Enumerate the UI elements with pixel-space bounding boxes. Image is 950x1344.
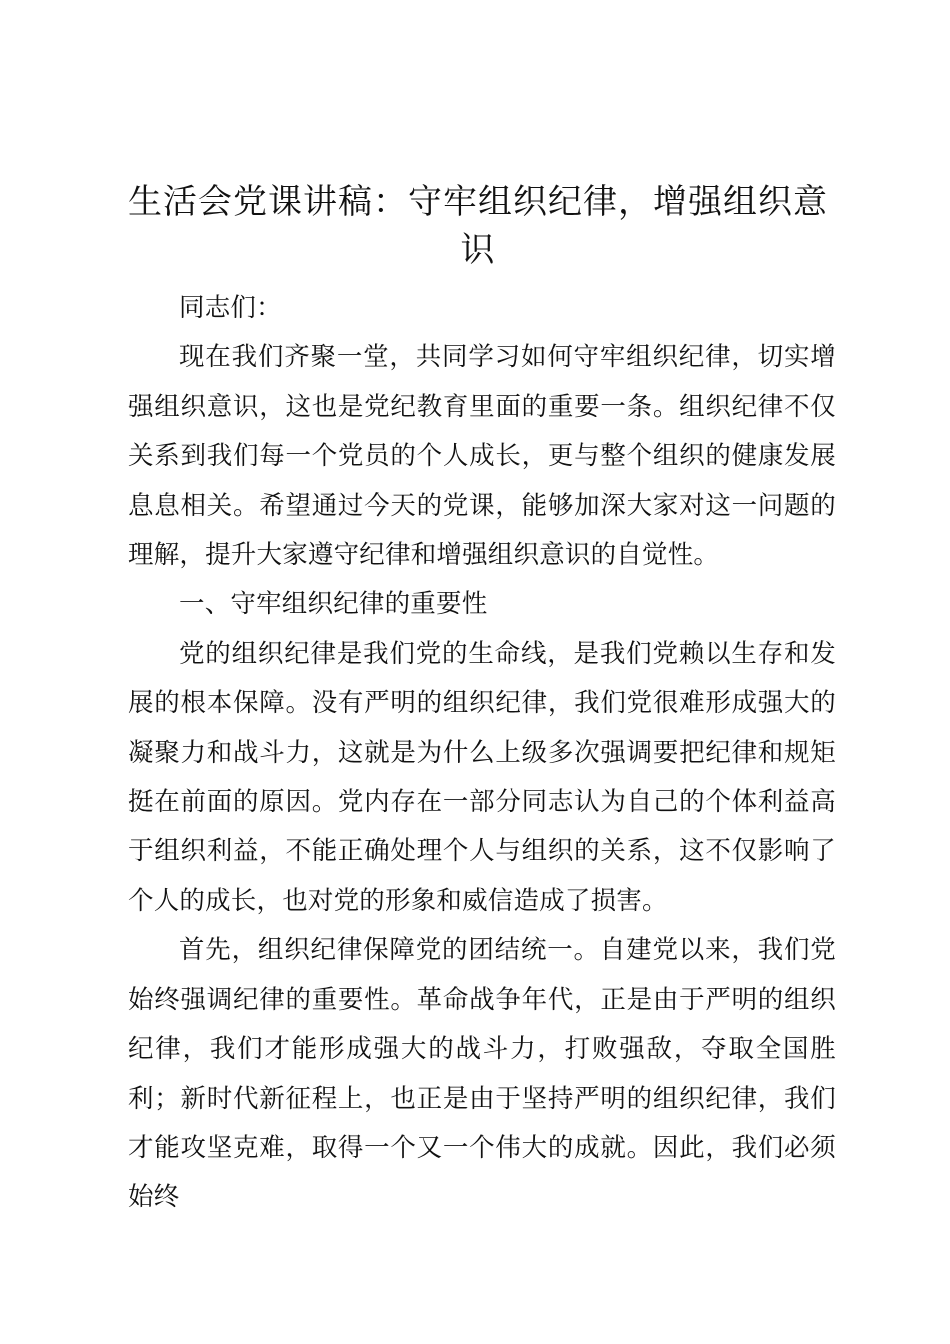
- salutation-paragraph: 同志们：: [179, 293, 282, 323]
- body-paragraph: 党的组织纪律是我们党的生命线，是我们党赖以生存和发展的根本保障。没有严明的组织纪律，我们党很难形成强大的凝聚力和战斗力，这就是为什么上级多次强调要把纪律和规矩挺在前面的原因。党内存在一部分同志认为自己的个体利益高于组织利益，不能正确处理个人与组织的关系，这不仅影响了个人的成长，也对党的形象和威信造成了损害。: [128, 638, 836, 916]
- document-title: 生活会党课讲稿：守牢组织纪律，增强组织意识: [128, 182, 828, 270]
- document-body: [128, 284, 836, 1223]
- section-heading: 一、守牢组织纪律的重要性: [179, 589, 488, 620]
- body-paragraph: 首先，组织纪律保障党的团结统一。自建党以来，我们党始终强调纪律的重要性。革命战争年代，正是由于严明的组织纪律，我们才能形成强大的战斗力，打败强敌，夺取全国胜利；新时代新征程上，也正是由于坚持严明的组织纪律，我们才能攻坚克难，取得一个又一个伟大的成就。因此，我们必须始终: [128, 935, 836, 1213]
- intro-paragraph: 现在我们齐聚一堂，共同学习如何守牢组织纪律，切实增强组织意识，这也是党纪教育里面的重要一条。组织纪律不仅关系到我们每一个党员的个人成长，更与整个组织的健康发展息息相关。希望通过今天的党课，能够加深大家对这一问题的理解，提升大家遵守纪律和增强组织意识的自觉性。: [128, 342, 836, 571]
